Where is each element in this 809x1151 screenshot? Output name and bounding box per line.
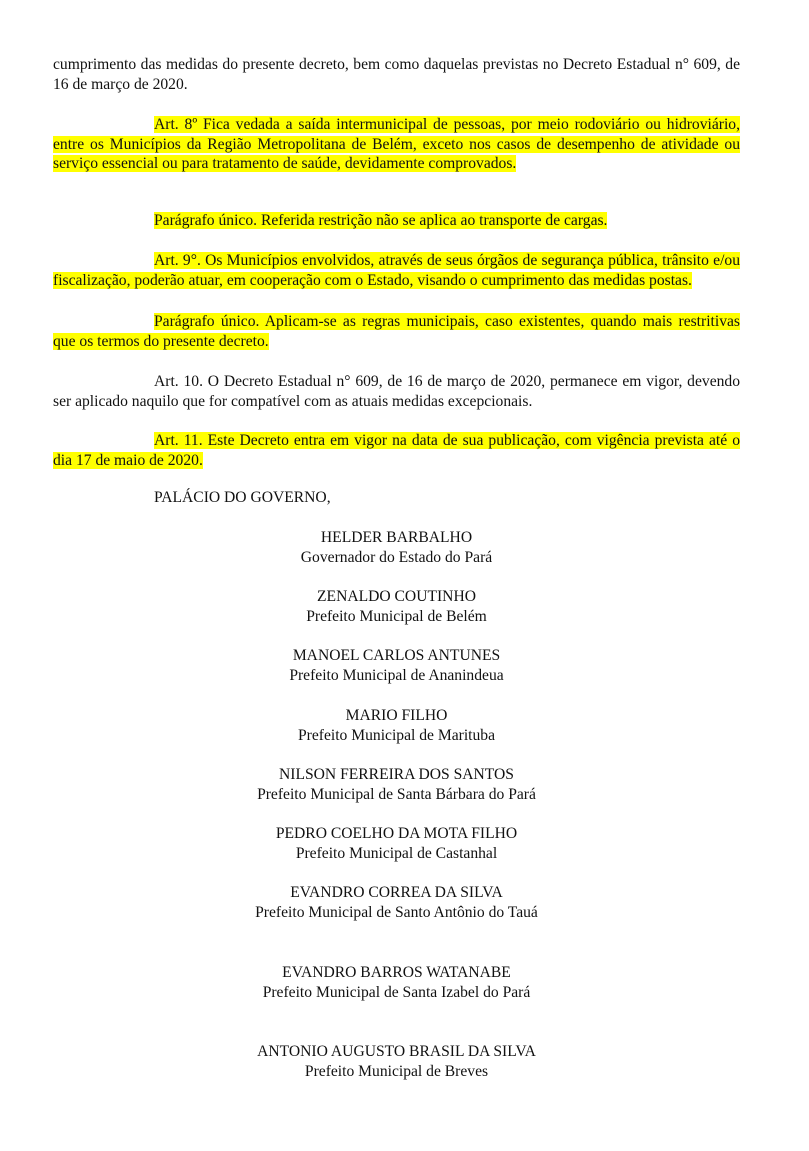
signatory-name: EVANDRO BARROS WATANABE [282,964,511,981]
signatory-title: Prefeito Municipal de Santa Bárbara do Pará [257,785,536,803]
signature-block [53,765,740,804]
article-8-sole-paragraph [53,211,740,231]
signature-block [53,883,740,922]
signatory-name: MANOEL CARLOS ANTUNES [292,647,501,664]
signatory-title: Prefeito Municipal de Marituba [297,726,496,744]
signatory-name: ZENALDO COUTINHO [317,588,476,605]
signatory-title: Prefeito Municipal de Ananindeua [289,666,504,684]
article-10-text: Art. 10. O Decreto Estadual n° 609, de 16 de março de 2020, permanece em vigor, devendo ser aplicado naquilo que for compatível com as atuais medidas excepcionais. [53,373,740,410]
intro-text: cumprimento das medidas do presente decreto, bem como daquelas previstas no Decreto Estadual n° 609, de 16 de março de 2020. [53,56,740,93]
article-9-sole-paragraph-text: Parágrafo único. Aplicam-se as regras municipais, caso existentes, quando mais restritivas que os termos do presente decreto. [53,313,740,350]
signature-block [53,706,740,745]
signature-block [53,587,740,626]
signatory-name: PEDRO COELHO DA MOTA FILHO [275,825,518,842]
signature-block [53,528,740,567]
signatory-title: Governador do Estado do Pará [300,548,493,566]
intro-paragraph [53,55,740,94]
article-9-text: Art. 9°. Os Municípios envolvidos, através de seus órgãos de segurança pública, trânsito e/ou fiscalização, poderão atuar, em cooperação com o Estado, visando o cumprimento das medidas postas. [53,252,740,289]
signature-block [53,824,740,863]
signatory-title: Prefeito Municipal de Santo Antônio do Tauá [255,903,538,921]
article-9 [53,251,740,290]
signatory-name: NILSON FERREIRA DOS SANTOS [279,766,514,783]
article-9-sole-paragraph [53,312,740,351]
article-11 [53,431,740,470]
signatory-name: HELDER BARBALHO [320,529,473,546]
signatory-title: Prefeito Municipal de Santa Izabel do Pará [262,983,531,1001]
signatory-name: MARIO FILHO [345,707,448,724]
signatory-name: ANTONIO AUGUSTO BRASIL DA SILVA [257,1043,536,1060]
signature-block [53,646,740,685]
article-8 [53,115,740,174]
article-10 [53,372,740,411]
signature-block [53,1042,740,1081]
palace-heading: PALÁCIO DO GOVERNO, [154,489,331,506]
signatory-title: Prefeito Municipal de Castanhal [295,844,498,862]
signatory-title: Prefeito Municipal de Breves [304,1062,489,1080]
article-8-text: Art. 8º Fica vedada a saída intermunicipal de pessoas, por meio rodoviário ou hidroviário, entre os Municípios da Região Metropolitana de Belém, exceto nos casos de desempenho de atividade ou serviço essencial ou para tratamento de saúde, devidamente comprovados. [53,116,740,173]
signature-block [53,963,740,1002]
signatory-name: EVANDRO CORREA DA SILVA [290,884,503,901]
signatory-title: Prefeito Municipal de Belém [306,607,487,625]
article-11-text: Art. 11. Este Decreto entra em vigor na data de sua publicação, com vigência prevista até o dia 17 de maio de 2020. [53,432,740,469]
article-8-sole-paragraph-text: Parágrafo único. Referida restrição não se aplica ao transporte de cargas. [154,212,608,229]
